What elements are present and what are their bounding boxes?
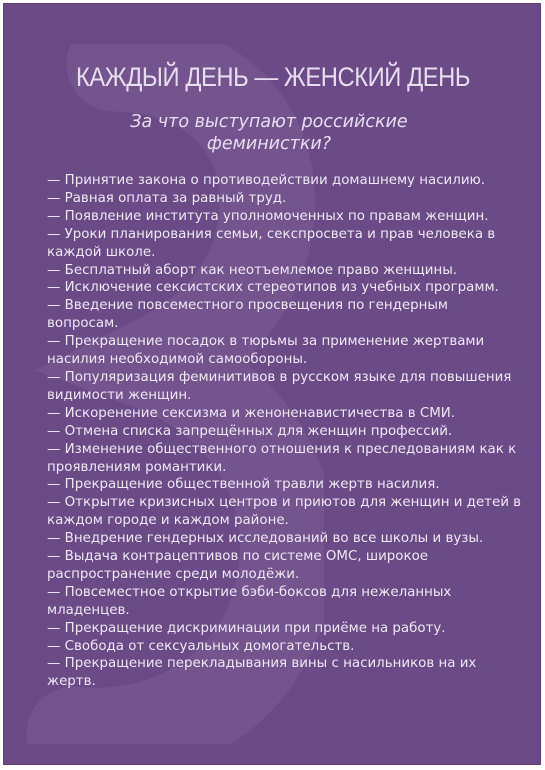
list-item: — Выдача контрацептивов по системе ОМС, широкое распространение среди молодёжи.	[47, 549, 429, 582]
list-item: — Искоренение сексизма и женоненавистичества в СМИ.	[47, 405, 456, 421]
list-item: — Появление института уполномоченных по правам женщин.	[47, 208, 489, 224]
list-item: — Изменение общественного отношения к преследованиям как к проявлениям романтики.	[47, 441, 517, 475]
list-item: — Внедрение гендерных исследований во все школы и вузы.	[47, 531, 484, 547]
list-item: — Прекращение дискриминации при приёме на работу.	[47, 620, 446, 636]
list-item: — Равная оплата за равный труд.	[47, 190, 287, 206]
list-item: — Повсеместное открытие бэби-боксов для нежеланных младенцев.	[47, 584, 452, 618]
list-item: — Принятие закона о противодействии домашнему насилию.	[47, 173, 486, 188]
list-item: — Свобода от сексуальных домогательств.	[47, 638, 355, 654]
poster-title: КАЖДЫЙ ДЕНЬ — ЖЕНСКИЙ ДЕНЬ	[75, 62, 471, 92]
list-item: — Уроки планирования семьи, секспросвета и прав человека в каждой школе.	[47, 226, 496, 260]
poster-subtitle: За что выступают российские феминистки?	[130, 112, 408, 154]
list-item: — Исключение сексистских стереотипов из учебных программ.	[47, 280, 499, 296]
list-item: — Отмена списка запрещённых для женщин профессий.	[47, 423, 453, 439]
list-item: — Прекращение посадок в тюрьмы за применение жертвами насилия необходимой самообороны.	[47, 334, 485, 368]
demands-list	[47, 172, 522, 691]
list-item: — Открытие кризисных центров и приютов для женщин и детей в каждом городе и каждом районе.	[47, 495, 522, 529]
list-item: — Введение повсеместного просвещения по гендерным вопросам.	[47, 298, 449, 332]
poster	[3, 3, 541, 765]
list-item: — Популяризация феминитивов в русском языке для повышения видимости женщин.	[47, 369, 512, 403]
list-item: — Прекращение перекладывания вины с насильников на их жертв.	[47, 656, 477, 690]
list-item: — Прекращение общественной травли жертв насилия.	[47, 477, 440, 493]
list-item: — Бесплатный аборт как неотъемлемое право женщины.	[47, 262, 458, 278]
